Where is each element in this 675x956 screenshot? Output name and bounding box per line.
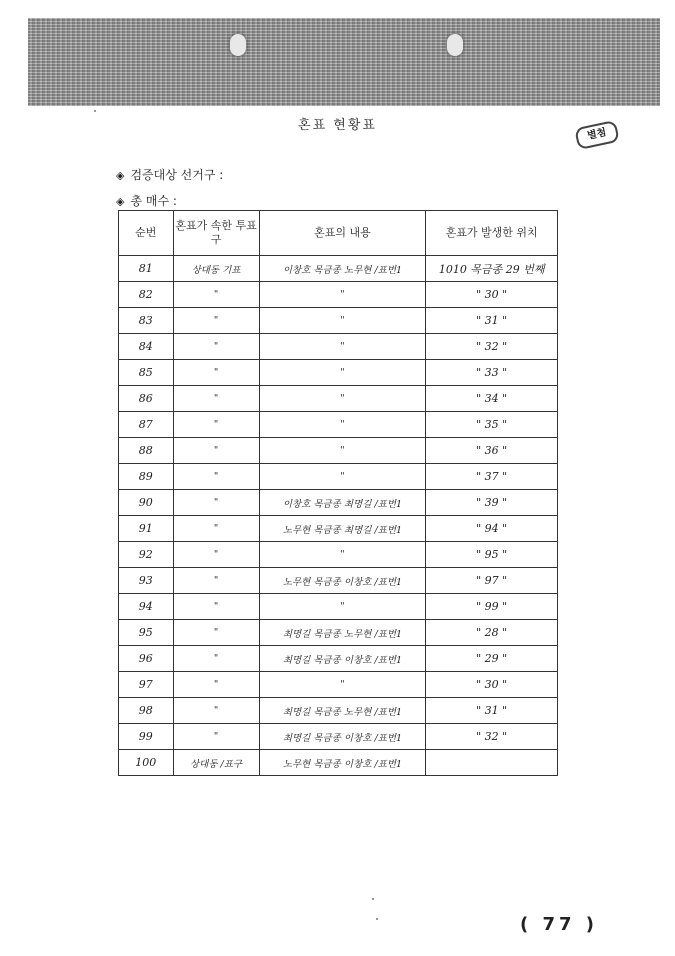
cell-content: " [259,360,426,386]
cell-content: " [259,308,426,334]
cell-content: 이창호 목금종 노무현 /표번1 [259,256,426,282]
cell-location: " 33 " [426,360,558,386]
table-body [119,256,558,776]
cell-number: 90 [119,490,174,516]
cell-number: 84 [119,334,174,360]
cell-location: " 36 " [426,438,558,464]
cell-number: 96 [119,646,174,672]
table-row [119,620,558,646]
cell-district: " [173,672,259,698]
cell-district: " [173,360,259,386]
cell-number: 100 [119,750,174,776]
cell-district: " [173,724,259,750]
table-row [119,360,558,386]
cell-location: " 35 " [426,412,558,438]
field-label: 총 매수 : [130,194,177,208]
cell-content: 최명길 목금종 노무현 /표번1 [259,698,426,724]
cell-district: " [173,490,259,516]
table-row [119,256,558,282]
cell-district: " [173,308,259,334]
cell-district: " [173,386,259,412]
cell-content: 최명길 목금종 이창호 /표번1 [259,724,426,750]
cell-district: " [173,568,259,594]
cell-district: 상대동 기표 [173,256,259,282]
cell-content: 최명길 목금종 노무현 /표번1 [259,620,426,646]
cell-location: " 30 " [426,672,558,698]
cell-content: " [259,464,426,490]
table-row [119,334,558,360]
cell-content: " [259,672,426,698]
table-row [119,672,558,698]
table-row [119,698,558,724]
cell-number: 94 [119,594,174,620]
cell-location: " 95 " [426,542,558,568]
attachment-stamp: 별첨 [574,120,620,150]
cell-number: 81 [119,256,174,282]
cell-content: 노무현 목금종 최명길 /표번1 [259,516,426,542]
cell-location: " 99 " [426,594,558,620]
cell-location: " 31 " [426,308,558,334]
diamond-bullet-icon: ◈ [116,169,125,182]
page-number: ( 77 ) [520,914,599,935]
cell-number: 87 [119,412,174,438]
cell-number: 95 [119,620,174,646]
cell-district: " [173,646,259,672]
cell-number: 98 [119,698,174,724]
cell-location [426,750,558,776]
cell-content: " [259,542,426,568]
cell-district: " [173,282,259,308]
cell-location: " 97 " [426,568,558,594]
cell-location: " 39 " [426,490,558,516]
cell-number: 83 [119,308,174,334]
table-row [119,542,558,568]
column-header-content: 혼표의 내용 [259,211,426,256]
cell-content: " [259,594,426,620]
cell-content: " [259,438,426,464]
cell-number: 99 [119,724,174,750]
cell-content: 노무현 목금종 이창호 /표번1 [259,568,426,594]
cell-district: " [173,412,259,438]
cell-district: 상대동 /표구 [173,750,259,776]
column-header-number: 순번 [119,211,174,256]
cell-location: " 34 " [426,386,558,412]
cell-location: " 94 " [426,516,558,542]
table-row [119,282,558,308]
cell-number: 88 [119,438,174,464]
cell-number: 89 [119,464,174,490]
cell-district: " [173,438,259,464]
column-header-district: 혼표가 속한 투표구 [173,211,259,256]
table-row [119,568,558,594]
cell-content: " [259,412,426,438]
cell-content: 노무현 목금종 이창호 /표번1 [259,750,426,776]
cell-location: " 31 " [426,698,558,724]
cell-location: " 32 " [426,334,558,360]
cell-content: 이창호 목금종 최명길 /표번1 [259,490,426,516]
cell-district: " [173,542,259,568]
cell-location: " 37 " [426,464,558,490]
table-row [119,646,558,672]
document-title: 혼표 현황표 [298,118,377,133]
binder-clip-right [447,34,463,56]
field-label: 검증대상 선거구 : [130,168,224,182]
cell-location: " 29 " [426,646,558,672]
diamond-bullet-icon: ◈ [116,195,125,208]
table-row [119,594,558,620]
cell-district: " [173,334,259,360]
table-row [119,464,558,490]
table-header-row [119,211,558,256]
mixed-ballot-table [118,210,558,776]
cell-number: 92 [119,542,174,568]
scan-speck [372,898,374,900]
cell-district: " [173,464,259,490]
table-row [119,750,558,776]
table-row [119,412,558,438]
cell-district: " [173,516,259,542]
scan-speck [94,110,96,112]
table-row [119,308,558,334]
cell-number: 97 [119,672,174,698]
cell-content: " [259,282,426,308]
cell-number: 85 [119,360,174,386]
cell-content: " [259,334,426,360]
cell-location: " 28 " [426,620,558,646]
table-row [119,386,558,412]
table-row [119,724,558,750]
table-row [119,438,558,464]
cell-district: " [173,698,259,724]
field-target-district [116,166,223,183]
cell-location: " 32 " [426,724,558,750]
binder-clip-left [230,34,246,56]
cell-number: 82 [119,282,174,308]
cell-district: " [173,594,259,620]
cell-location: 1010 목금종 29 번째 [426,256,558,282]
cell-content: " [259,386,426,412]
cell-number: 91 [119,516,174,542]
cell-number: 93 [119,568,174,594]
scanned-header-band [28,18,660,106]
cell-location: " 30 " [426,282,558,308]
column-header-location: 혼표가 발생한 위치 [426,211,558,256]
cell-number: 86 [119,386,174,412]
cell-content: 최명길 목금종 이창호 /표번1 [259,646,426,672]
table-row [119,516,558,542]
table-row [119,490,558,516]
field-total-count [116,192,177,209]
cell-district: " [173,620,259,646]
scan-speck [376,918,378,920]
